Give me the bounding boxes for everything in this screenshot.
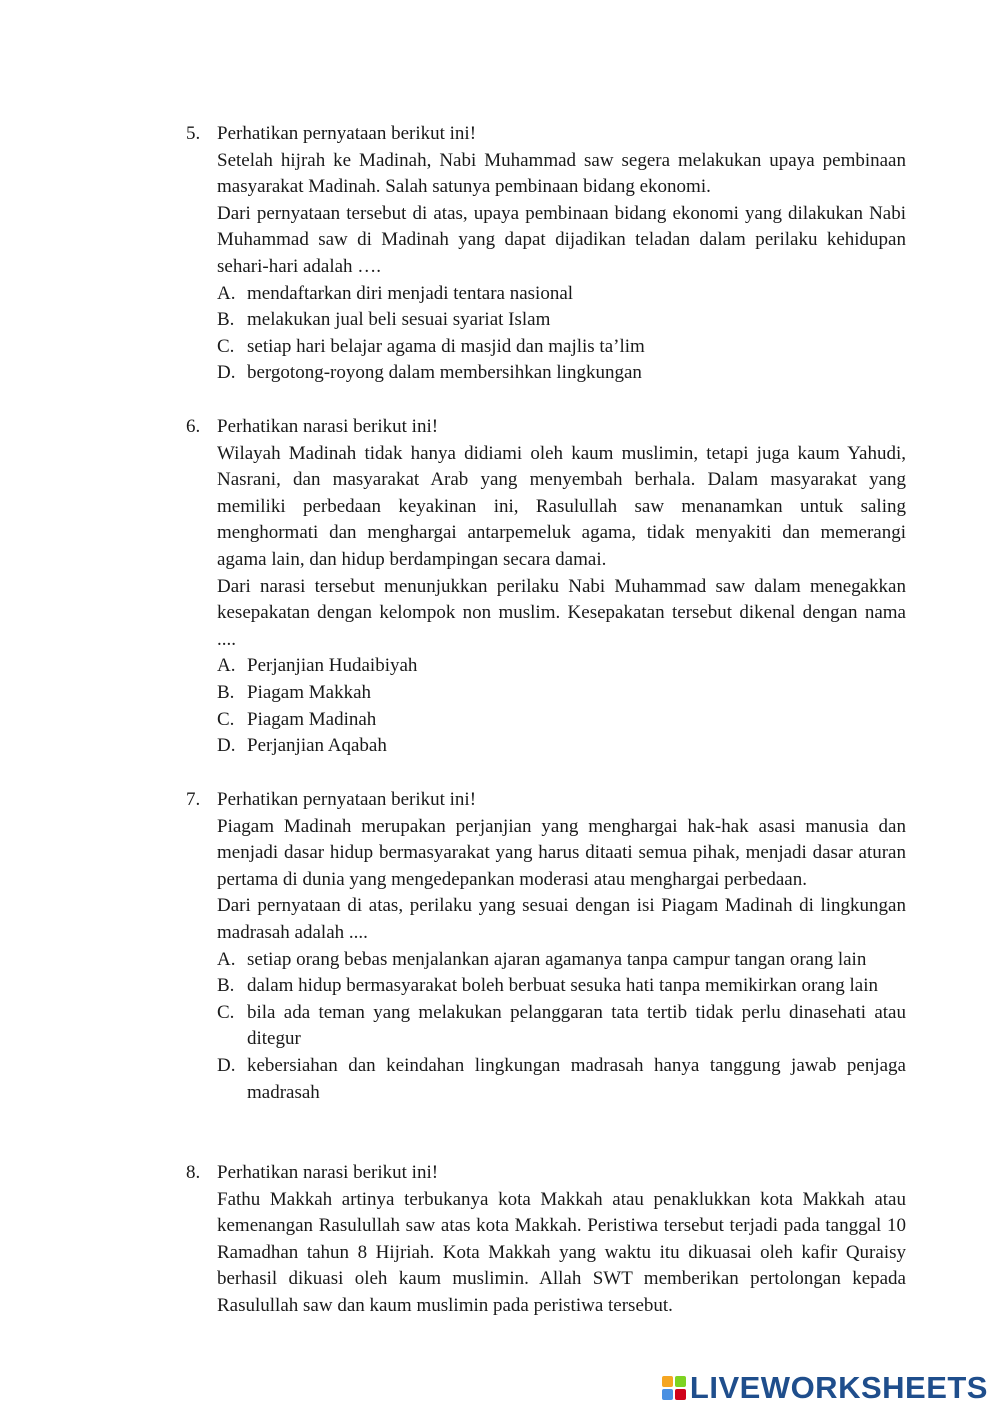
option-letter: A.: [217, 948, 236, 970]
question-number: 6.: [186, 416, 201, 437]
option-text: bila ada teman yang melakukan pelanggaran tata tertib tidak perlu dinasehati atau ditegur: [247, 1001, 906, 1050]
option-letter: D.: [217, 735, 236, 757]
question-number: 8.: [186, 1162, 201, 1183]
question-header: [186, 121, 906, 148]
logo-text: LIVEWORKSHEETS: [689, 1370, 988, 1405]
option-a[interactable]: [217, 281, 906, 308]
option-text: kebersiahan dan keindahan lingkungan madrasah hanya tanggung jawab penjaga madrasah: [247, 1054, 906, 1103]
question-header: [186, 787, 906, 814]
question-header: [186, 414, 906, 441]
question-header: [186, 1160, 906, 1187]
question-paragraph: Piagam Madinah merupakan perjanjian yang menghargai hak-hak asasi manusia dan menjadi dasar hidup bermasyarakat yang harus ditaati semua pihak, menjadi dasar aturan pertama di dunia yang mengedepankan moderasi atau menghargai perbedaan.: [217, 815, 906, 890]
question-title: Perhatikan narasi berikut ini!: [217, 1162, 439, 1183]
question-title: Perhatikan pernyataan berikut ini!: [217, 123, 477, 144]
logo-tile: [662, 1376, 673, 1387]
question-paragraph: Dari pernyataan di atas, perilaku yang sesuai dengan isi Piagam Madinah di lingkungan madrasah adalah ....: [217, 895, 906, 943]
option-c[interactable]: [217, 707, 906, 734]
option-text: Perjanjian Aqabah: [247, 735, 387, 757]
option-letter: B.: [217, 309, 235, 331]
question-5: [186, 121, 906, 387]
question-8: [186, 1160, 906, 1320]
option-b[interactable]: [217, 307, 906, 334]
question-paragraph: Setelah hijrah ke Madinah, Nabi Muhammad saw segera melakukan upaya pembinaan masyarakat Madinah. Salah satunya pembinaan bidang ekonomi.: [217, 149, 906, 198]
option-a[interactable]: [217, 653, 906, 680]
question-title: Perhatikan narasi berikut ini!: [217, 416, 439, 437]
logo-tile: [675, 1376, 686, 1387]
option-c[interactable]: [217, 1000, 906, 1053]
option-letter: C.: [217, 1001, 235, 1023]
option-letter: B.: [217, 975, 235, 997]
option-text: bergotong-royong dalam membersihkan lingkungan: [247, 362, 642, 384]
option-letter: D.: [217, 362, 236, 384]
option-list: [217, 281, 906, 387]
option-text: setiap hari belajar agama di masjid dan majlis ta’lim: [247, 335, 645, 357]
question-paragraph: Fathu Makkah artinya terbukanya kota Makkah atau penaklukkan kota Makkah atau kemenangan Rasulullah saw atas kota Makkah. Peristiwa tersebut terjadi pada tanggal 10 Ramadhan tahun 8 Hijriah. Kota Makkah yang waktu itu dikuasai oleh kafir Quraisy berhasil dikuasi oleh kaum muslimin. Allah SWT memberikan pertolongan kepada Rasulullah saw dan kaum muslimin pada peristiwa tersebut.: [217, 1188, 906, 1316]
option-text: dalam hidup bermasyarakat boleh berbuat sesuka hati tanpa memikirkan orang lain: [247, 975, 879, 997]
question-7: [186, 787, 906, 1106]
question-paragraph: Wilayah Madinah tidak hanya didiami oleh kaum muslimin, tetapi juga kaum Yahudi, Nasrani, dan masyarakat Arab yang menyembah berhala. Dalam masyarakat yang memiliki perbedaan keyakinan ini, Rasulullah saw menanamkan untuk saling menghormati dan menghargai antarpemeluk agama, tidak menyakiti dan memerangi agama lain, dan hidup berdampingan secara damai.: [217, 442, 906, 570]
logo-tile: [662, 1389, 673, 1400]
option-letter: C.: [217, 335, 235, 357]
option-text: mendaftarkan diri menjadi tentara nasional: [247, 282, 574, 304]
option-letter: B.: [217, 681, 235, 703]
option-text: melakukan jual beli sesuai syariat Islam: [247, 309, 551, 331]
option-letter: C.: [217, 708, 235, 730]
option-letter: A.: [217, 282, 236, 304]
liveworksheets-logo-icon: [662, 1376, 686, 1400]
question-number: 7.: [186, 789, 201, 810]
question-paragraph: Dari pernyataan tersebut di atas, upaya pembinaan bidang ekonomi yang dilakukan Nabi Muhammad saw di Madinah yang dapat dijadikan teladan dalam perilaku kehidupan sehari-hari adalah ….: [217, 202, 906, 277]
option-b[interactable]: [217, 680, 906, 707]
option-text: Perjanjian Hudaibiyah: [247, 655, 418, 677]
question-6: [186, 414, 906, 760]
option-letter: A.: [217, 655, 236, 677]
option-letter: D.: [217, 1054, 236, 1076]
question-number: 5.: [186, 123, 201, 144]
option-a[interactable]: [217, 947, 906, 974]
option-d[interactable]: [217, 1053, 906, 1106]
option-text: Piagam Makkah: [247, 681, 372, 703]
option-c[interactable]: [217, 334, 906, 361]
question-title: Perhatikan pernyataan berikut ini!: [217, 789, 477, 810]
option-list: [217, 653, 906, 759]
option-b[interactable]: [217, 973, 906, 1000]
option-d[interactable]: [217, 733, 906, 760]
question-paragraph: Dari narasi tersebut menunjukkan perilaku Nabi Muhammad saw dalam menegakkan kesepakatan dengan kelompok non muslim. Kesepakatan tersebut dikenal dengan nama ....: [217, 575, 906, 650]
option-list: [217, 947, 906, 1107]
option-text: Piagam Madinah: [247, 708, 377, 730]
option-d[interactable]: [217, 360, 906, 387]
logo-tile: [675, 1389, 686, 1400]
liveworksheets-logo: [662, 1370, 988, 1406]
option-text: setiap orang bebas menjalankan ajaran agamanya tanpa campur tangan orang lain: [247, 948, 867, 970]
